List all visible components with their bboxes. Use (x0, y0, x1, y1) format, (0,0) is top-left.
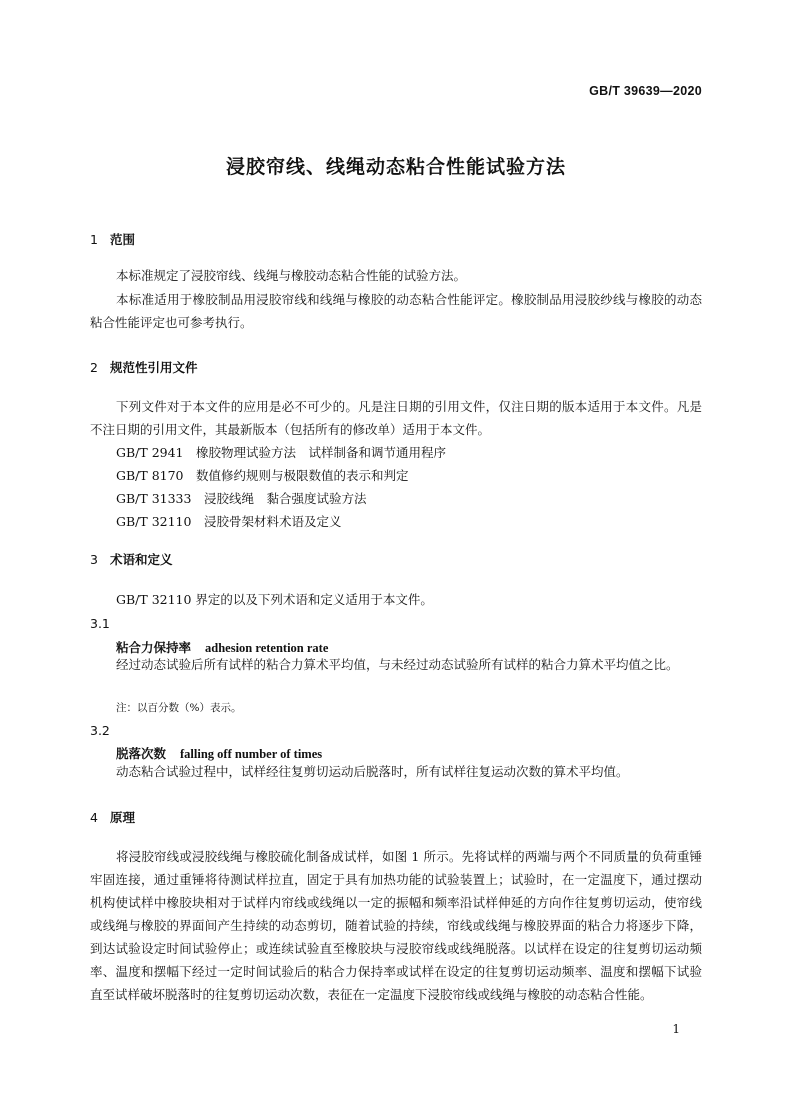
section-3-heading (90, 550, 173, 568)
section-number: 3 (90, 552, 98, 567)
document-title: 浸胶帘线、线绳动态粘合性能试验方法 (225, 156, 566, 178)
term-3-1-definition: 经过动态试验后所有试样的粘合力算术平均值，与未经过动态试验所有试样的粘合力算术平均值之比。 (116, 657, 679, 672)
section-3-para-1: GB/T 32110 界定的以及下列术语和定义适用于本文件。 (116, 592, 433, 607)
section-number: 2 (90, 360, 98, 375)
standard-code: GB/T 39639—2020 (589, 84, 702, 98)
term-en: falling off number of times (180, 747, 323, 761)
term-3-1-note: 注：以百分数（%）表示。 (116, 702, 242, 714)
reference-item: GB/T 8170 数值修约规则与极限数值的表示和判定 (116, 468, 409, 483)
section-1-para-2: 本标准适用于橡胶制品用浸胶帘线和线绳与橡胶的动态粘合性能评定。橡胶制品用浸胶纱线与橡胶的动态粘合性能评定也可参考执行。 (90, 292, 702, 330)
section-1-para-1: 本标准规定了浸胶帘线、线绳与橡胶动态粘合性能的试验方法。 (116, 268, 467, 283)
section-1-heading (90, 230, 135, 248)
reference-item: GB/T 32110 浸胶骨架材料术语及定义 (116, 514, 342, 529)
term-zh: 粘合力保持率 (116, 640, 192, 655)
term-3-2-number: 3.2 (90, 723, 110, 738)
page-number: 1 (672, 1022, 680, 1036)
term-en: adhesion retention rate (205, 641, 329, 655)
section-title: 术语和定义 (110, 552, 173, 567)
section-4-heading (90, 808, 135, 826)
section-number: 1 (90, 232, 98, 247)
reference-item: GB/T 31333 浸胶线绳 黏合强度试验方法 (116, 491, 367, 506)
section-title: 规范性引用文件 (110, 360, 198, 375)
section-number: 4 (90, 810, 98, 825)
term-3-1-number: 3.1 (90, 616, 110, 631)
section-title: 范围 (110, 232, 136, 247)
section-2-para-1: 下列文件对于本文件的应用是必不可少的。凡是注日期的引用文件，仅注日期的版本适用于本文件。凡是不注日期的引用文件，其最新版本（包括所有的修改单）适用于本文件。 (90, 399, 702, 437)
section-4-para-1: 将浸胶帘线或浸胶线绳与橡胶硫化制备成试样，如图 1 所示。先将试样的两端与两个不同质量的负荷重锤牢固连接，通过重锤将待测试样拉直，固定于具有加热功能的试验装置上；试验时，在一定温度下，通过摆动机构使试样中橡胶块相对于试样内帘线或线绳以一定的振幅和频率沿试样伸延的方向作往复剪切运动，使帘线或线绳与橡胶的界面间产生持续的动态剪切，随着试验的持续，帘线或线绳与橡胶界面的粘合力将逐步下降，到达试验设定时间试验停止；或连续试验直至橡胶块与浸胶帘线或线绳脱落。以试样在设定的往复剪切运动频率、温度和摆幅下经过一定时间试验后的粘合力保持率或试样在设定的往复剪切运动频率、温度和摆幅下试验直至试样破坏脱落时的往复剪切运动次数，表征在一定温度下浸胶帘线或线绳与橡胶的动态粘合性能。 (90, 849, 702, 1002)
section-2-heading (90, 358, 198, 376)
term-3-2-definition: 动态粘合试验过程中，试样经往复剪切运动后脱落时，所有试样往复运动次数的算术平均值。 (116, 764, 629, 779)
reference-item: GB/T 2941 橡胶物理试验方法 试样制备和调节通用程序 (116, 445, 447, 460)
section-title: 原理 (110, 810, 136, 825)
term-zh: 脱落次数 (116, 746, 167, 761)
